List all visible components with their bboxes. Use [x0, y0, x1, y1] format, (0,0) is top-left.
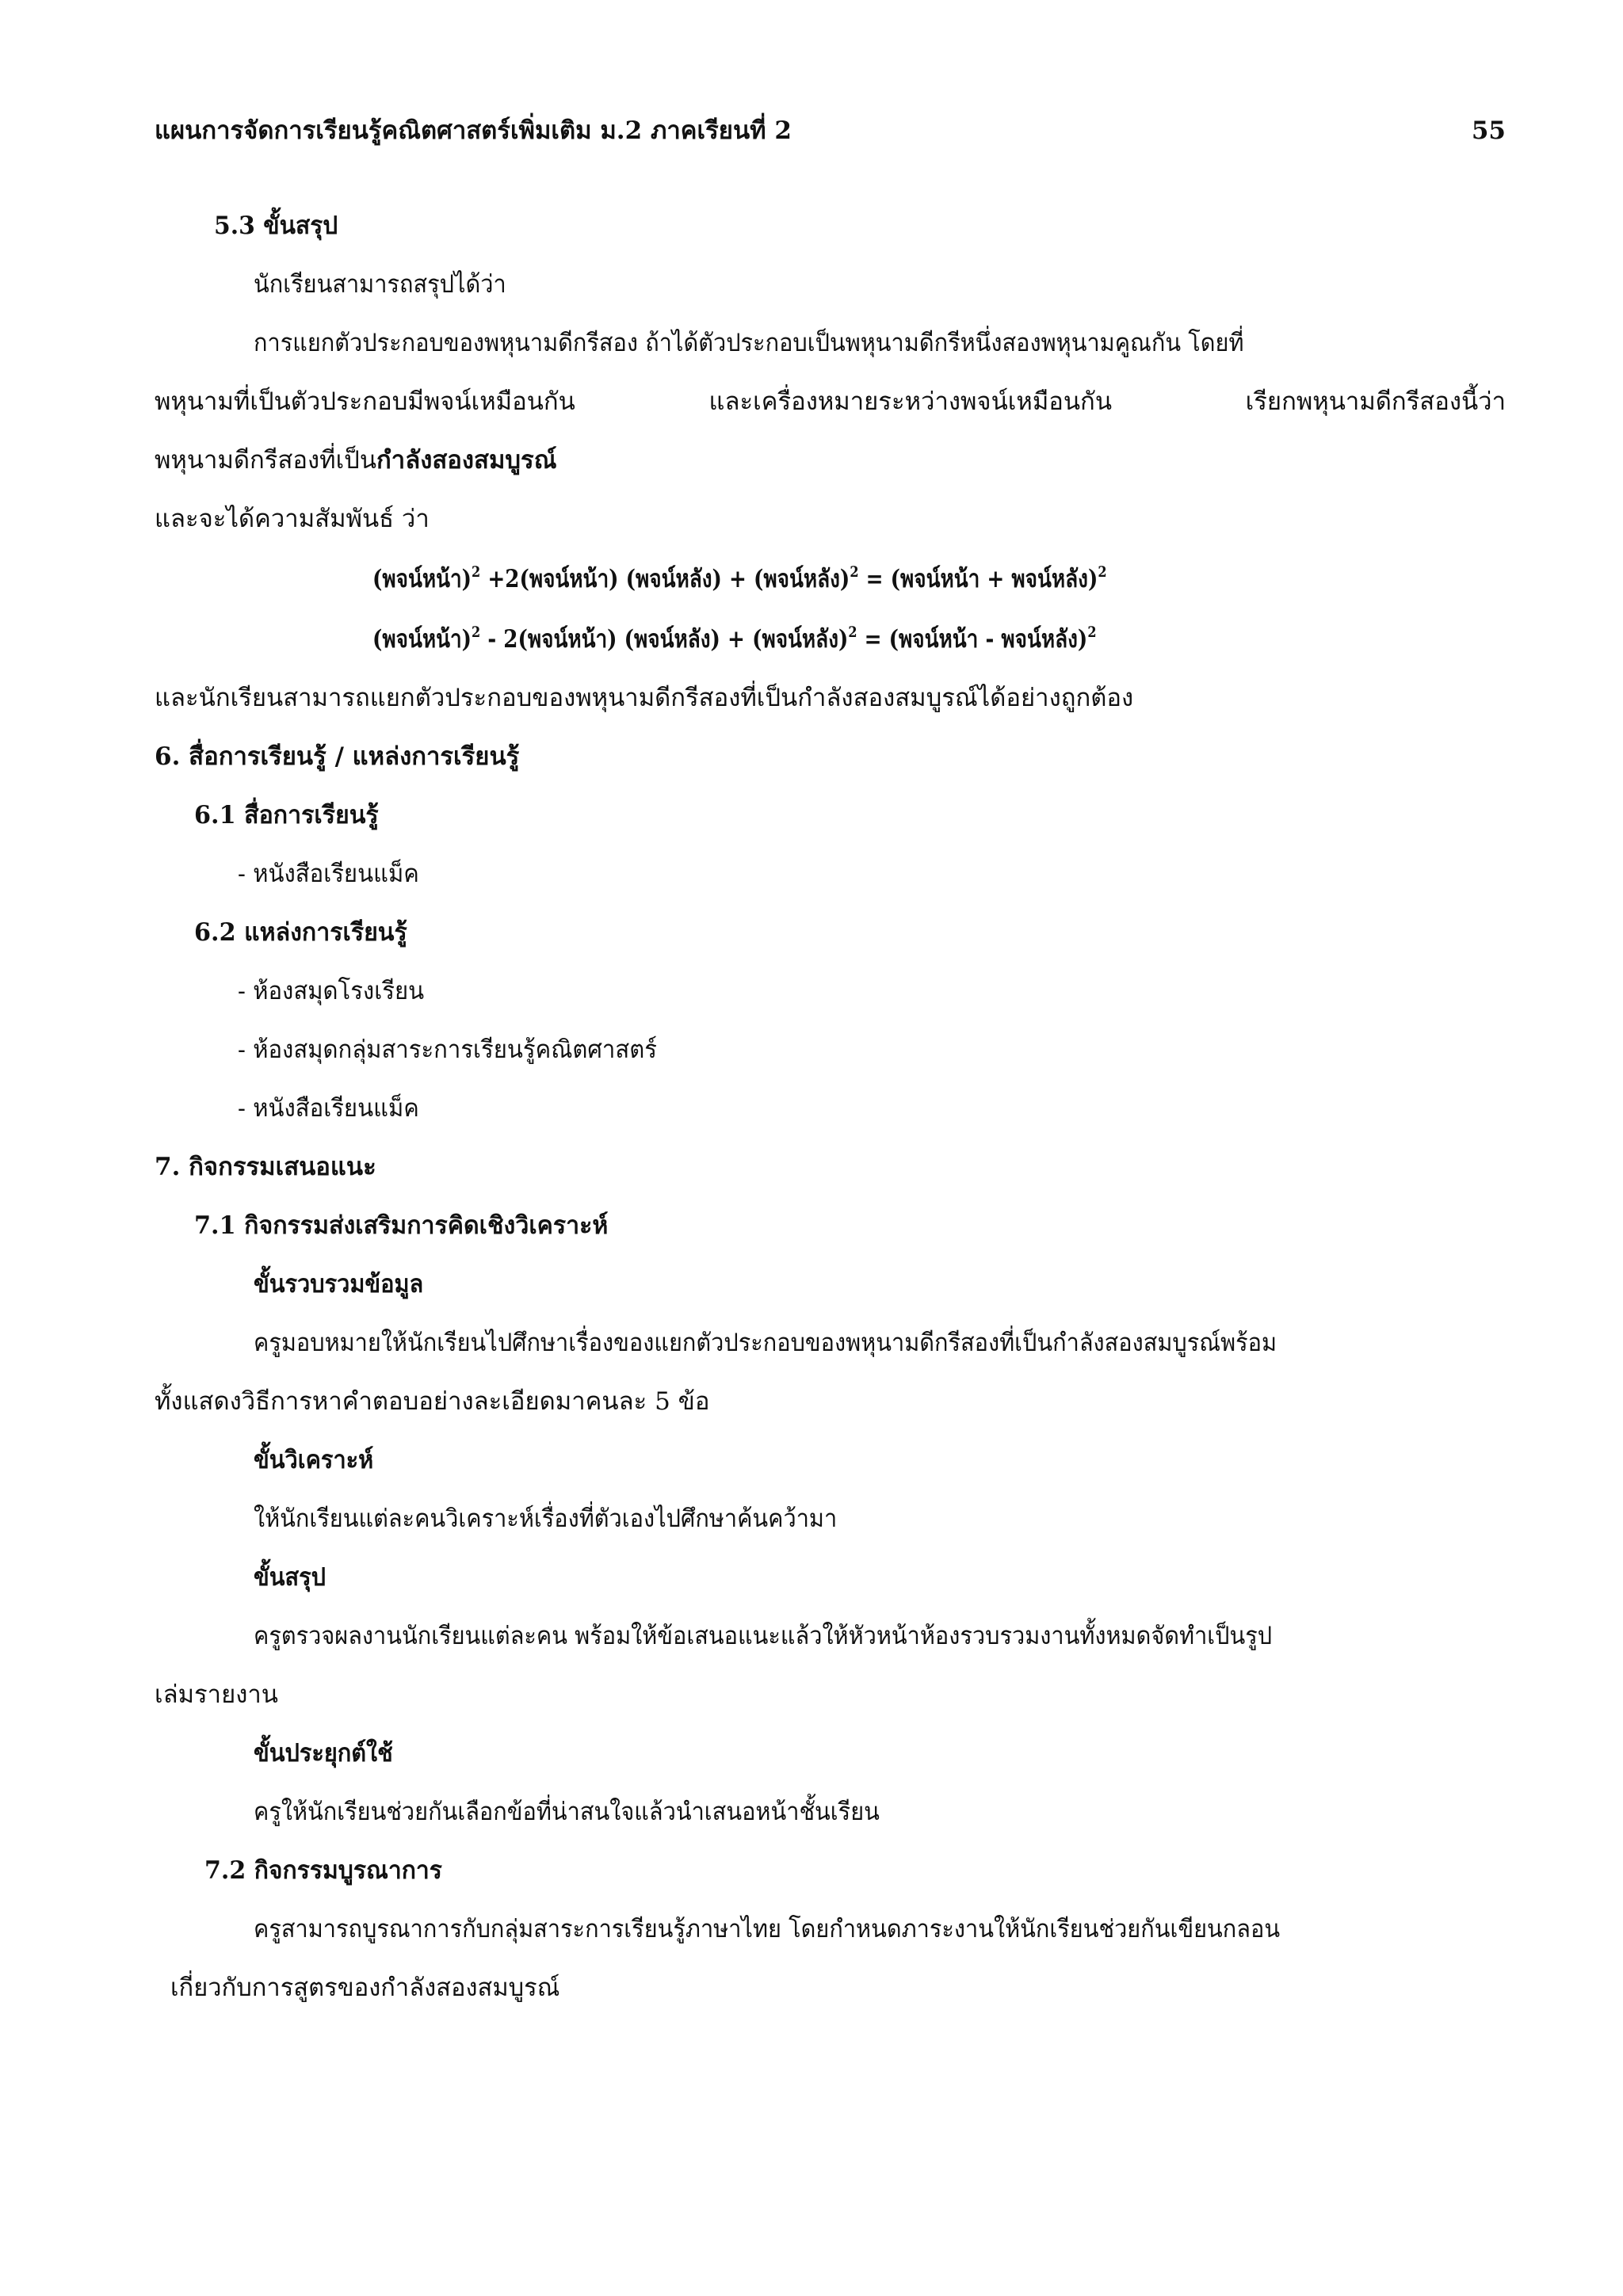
equation-perfect-square-sum [372, 559, 1510, 599]
paragraph-line [155, 382, 1506, 421]
section-6-1-heading: 6.1 สื่อการเรียนรู้ [194, 801, 379, 830]
paragraph-line: ให้นักเรียนแต่ละคนวิเคราะห์เรื่องที่ตัวเองไปศึกษาค้นคว้ามา [254, 1505, 838, 1533]
step-collect-heading: ขั้นรวบรวมข้อมูล [254, 1270, 424, 1299]
list-item: - หนังสือเรียนแม็ค [238, 860, 419, 888]
relation-intro: และจะได้ความสัมพันธ์ ว่า [155, 505, 430, 533]
paragraph-line: เล่มรายงาน [155, 1680, 278, 1709]
eq-exponent: 2 [1098, 563, 1107, 581]
paragraph-segment: เรียกพหุนามดีกรีสองนี้ว่า [1245, 387, 1506, 416]
section-6-2-heading: 6.2 แหล่งการเรียนรู้ [194, 918, 407, 947]
paragraph-line: ทั้งแสดงวิธีการหาคำตอบอย่างละเอียดมาคนละ 5 ข้อ [155, 1387, 710, 1416]
eq-exponent: 2 [850, 563, 859, 581]
equation-perfect-square-difference [372, 620, 1510, 659]
section-7-1-heading: 7.1 กิจกรรมส่งเสริมการคิดเชิงวิเคราะห์ [194, 1211, 609, 1240]
paragraph-line: ครูมอบหมายให้นักเรียนไปศึกษาเรื่องของแยกตัวประกอบของพหุนามดีกรีสองที่เป็นกำลังสองสมบูรณ์พร้อม [254, 1329, 1277, 1357]
paragraph-segment: พหุนามที่เป็นตัวประกอบมีพจน์เหมือนกัน [155, 387, 575, 416]
paragraph-segment: และเครื่องหมายระหว่างพจน์เหมือนกัน [708, 387, 1113, 416]
section-5-3-heading: 5.3 ขั้นสรุป [214, 212, 338, 240]
eq-term: - 2(พจน์หน้า) (พจน์หลัง) + (พจน์หลัง) [480, 625, 849, 654]
eq-term: +2(พจน์หน้า) (พจน์หลัง) + (พจน์หลัง) [480, 565, 850, 593]
conclusion-line: และนักเรียนสามารถแยกตัวประกอบของพหุนามดีกรีสองที่เป็นกำลังสองสมบูรณ์ได้อย่างถูกต้อง [155, 684, 1134, 712]
eq-exponent: 2 [472, 563, 481, 581]
section-7-heading: 7. กิจกรรมเสนอแนะ [155, 1153, 376, 1181]
step-summary-heading: ขั้นสรุป [254, 1563, 327, 1592]
paragraph-segment: พหุนามดีกรีสองที่เป็น [155, 446, 377, 475]
header-title: แผนการจัดการเรียนรู้คณิตศาสตร์เพิ่มเติม ม.2 ภาคเรียนที่ 2 [155, 116, 792, 145]
step-analyze-heading: ขั้นวิเคราะห์ [254, 1446, 374, 1474]
paragraph-line: เกี่ยวกับการสูตรของกำลังสองสมบูรณ์ [170, 1974, 560, 2002]
list-item: - หนังสือเรียนแม็ค [238, 1094, 419, 1123]
section-5-3-intro: นักเรียนสามารถสรุปได้ว่า [254, 270, 506, 299]
eq-term: (พจน์หน้า) [372, 625, 472, 654]
page-number: 55 [1471, 116, 1506, 145]
section-7-2-heading: 7.2 กิจกรรมบูรณาการ [204, 1856, 442, 1885]
paragraph-line [155, 441, 1502, 480]
paragraph-line: ครูสามารถบูรณาการกับกลุ่มสาระการเรียนรู้ภาษาไทย โดยกำหนดภาระงานให้นักเรียนช่วยกันเขียนกลอน [254, 1915, 1281, 1943]
list-item: - ห้องสมุดกลุ่มสาระการเรียนรู้คณิตศาสตร์ [238, 1035, 657, 1064]
paragraph-line: การแยกตัวประกอบของพหุนามดีกรีสอง ถ้าได้ตัวประกอบเป็นพหุนามดีกรีหนึ่งสองพหุนามคูณกัน โดยที่ [254, 329, 1244, 357]
eq-exponent: 2 [1087, 624, 1097, 641]
term-perfect-square: กำลังสองสมบูรณ์ [376, 446, 557, 475]
eq-term: = (พจน์หน้า - พจน์หลัง) [857, 625, 1088, 654]
eq-exponent: 2 [472, 624, 481, 641]
paragraph-line: ครูให้นักเรียนช่วยกันเลือกข้อที่น่าสนใจแล้วนำเสนอหน้าชั้นเรียน [254, 1798, 880, 1826]
paragraph-line: ครูตรวจผลงานนักเรียนแต่ละคน พร้อมให้ข้อเสนอแนะแล้วให้หัวหน้าห้องรวบรวมงานทั้งหมดจัดทำเป็นรูป [254, 1622, 1273, 1650]
eq-term: (พจน์หน้า) [372, 565, 472, 593]
step-apply-heading: ขั้นประยุกต์ใช้ [254, 1739, 393, 1768]
eq-exponent: 2 [848, 624, 857, 641]
list-item: - ห้องสมุดโรงเรียน [238, 977, 425, 1005]
section-6-heading: 6. สื่อการเรียนรู้ / แหล่งการเรียนรู้ [155, 742, 520, 771]
eq-term: = (พจน์หน้า + พจน์หลัง) [858, 565, 1098, 593]
